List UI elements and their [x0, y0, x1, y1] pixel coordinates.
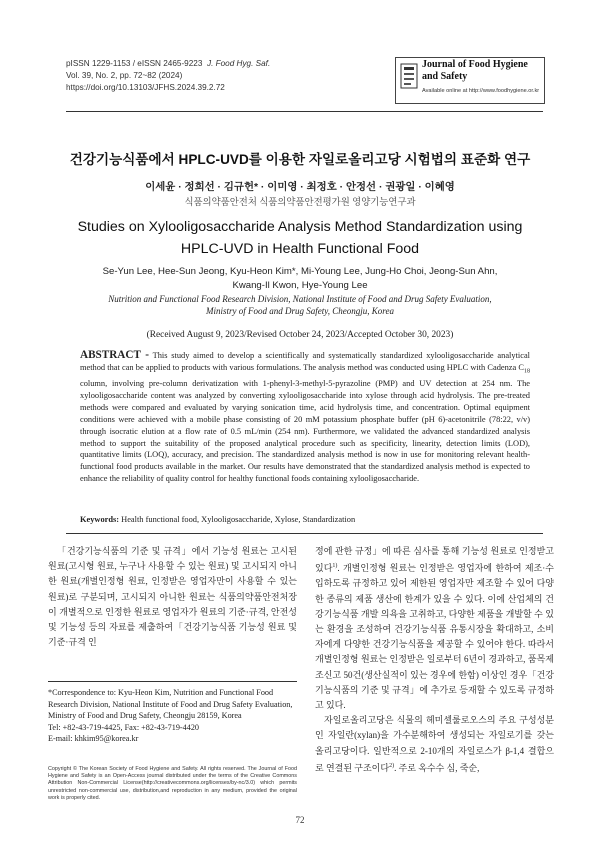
abstract: ABSTRACT - This study aimed to develop a scientifically and systematically standardized xylooligosaccharide analytical method that can be applied to products with various formulations. The analysis method was conducted using HPLC with Cadenza $C_{18}$ column, involving pre-column derivatization with 1-phenyl-3-methyl-5-pyrazoline (PMP) and UV detection at 254 nm. The xylooligosaccharide content was analyzed by converting xylooligosaccharide into xylose through acid hydrolysis. The pre-treated methods were compared and evaluated by varying sonication time, acid hydrolysis time, and concentration. Optimal equipment conditions were achieved with a mobile phase consisting of 20 mM potassium phosphate buffer (pH 6)-acetonitrile (78:22, v/v) through isocratic elution at a flow rate of 0.5 mL/min (254 nm). Furthermore, we validated the advanced standardized analysis method to support the suitability of the proposed analytical procedure such as specificity, linearity, detection limits (LOD), quantitative limits (LOQ), accuracy, and precision. The standardized analysis method is now in use for monitoring relevant health-functional food products available in the market. Our results have demonstrated that the standardized analysis method is expected to enhance the reliability of quality control for healthy functional foods containing xylooligosaccharide.	[80, 349, 530, 484]
available-online[interactable]: Available online at http://www.foodhygiene.or.kr	[422, 88, 540, 94]
page-number: 72	[295, 815, 305, 825]
keywords: Keywords: Health functional food, Xylooligosaccharide, Xylose, Standardization	[80, 515, 356, 524]
received-dates: (Received August 9, 2023/Revised October 24, 2023/Accepted October 30, 2023)	[146, 330, 454, 340]
journal-name: Journal of Food Hygiene and Safety	[422, 59, 528, 82]
correspondence: *Correspondence to: Kyu-Heon Kim, Nutrition and Functional Food Research Division, National Institute of Food and Drug Safety Evaluation, Ministry of Food and Drug Safety, Cheongju 28159, Korea Tel: +82-43-719-4425, Fax: +82-43-719-4420 E-mail: khkim95@korea.kr	[48, 687, 297, 745]
abstract-rule	[66, 533, 543, 534]
english-title: Studies on Xylooligosaccharide Analysis Method Standardization using HPLC-UVD in Health Functional Food	[77, 219, 523, 257]
header-rule	[66, 111, 543, 112]
journal-citation	[66, 58, 270, 94]
journal-logo-icon	[400, 63, 418, 89]
volume-info: Vol. 39, No. 2, pp. 72~82 (2024)	[66, 71, 183, 80]
korean-affiliation: 식품의약품안전처 식품의약품안전평가원 영양기능연구과	[184, 198, 416, 208]
issn: pISSN 1229-1153 / eISSN 2465-9223 J. Food Hyg. Saf.	[66, 59, 271, 68]
korean-title: 건강기능식품에서 HPLC-UVD를 이용한 자일로올리고당 시험법의 표준화 연구	[69, 152, 531, 167]
korean-authors: 이세윤 · 정희선 · 김규헌* · 이미영 · 최정호 · 안정선 · 권광일 · 이혜영	[145, 182, 455, 193]
english-authors: Se-Yun Lee, Hee-Sun Jeong, Kyu-Heon Kim*, Mi-Young Lee, Jung-Ho Choi, Jeong-Sun Ahn, Kwang-Il Kwon, Hye-Young Lee	[102, 266, 498, 291]
doi-link[interactable]: https://doi.org/10.13103/JFHS.2024.39.2.72	[66, 83, 225, 92]
abstract-label: ABSTRACT -	[80, 349, 149, 361]
copyright-notice: Copyright © The Korean Society of Food Hygiene and Safety. All rights reserved. The Journal of Food Hygiene and Safety is an Open-Access journal distributed under the terms of the Creative Commons Attribution Non-Commercial License(http://creativecommons.org/licenses/by-nc/3.0) which permits unrestricted non-commercial use, distribution,and reproduction in any medium, provided the original work is properly cited.	[48, 766, 297, 801]
body-paragraph: 「건강기능식품의 기준 및 규격」에서 기능성 원료는 고시된 원료(고시형 원료, 누구나 사용할 수 있는 원료) 및 고시되지 아니한 원료(개별인정형 원료, 인정받은 영업자만이 사용할 수 있는 원료)로 구분되며, 고시되지 아니한 원료는 식품의약품안전처장이 개별적으로 인정한 원료로 영업자가 원료의 기준·규격, 안전성 및 기능성 등의 자료를 제출하여「건강기능식품 기능성 원료 및 기준·규격 인	[48, 546, 297, 648]
body-paragraph: 정에 관한 규정」에 따른 심사를 통해 기능성 원료로 인정받고 있다$^{1)}$. 개별인정형 원료는 인정받은 영업자에 한하여 제조·수입하도록 규정하고 있어 제한된 영업자만 제조할 수 있어 다양한 종류의 제품 생산에 한계가 있을 수 있다. 이에 산업체의 건강기능식품 개발 의욕을 고취하고, 다양한 제품을 개발할 수 있는 환경을 조성하여 건강기능식품 유통시장을 확대하고, 소비자에게 다양한 건강기능식품을 제공할 수 있어야 한다. 따라서 개별인정형 원료는 인정받은 일로부터 6년이 경과하고, 품목제조신고 50건(생산실적이 있는 경우에 한함) 이상인 경우「건강기능식품의 기준 및 규격」에 추가로 등재할 수 있도록 규정하고 있다.	[315, 546, 554, 711]
body-paragraph: 자일로올리고당은 식물의 헤미셀룰로오스의 주요 구성성분인 자일란(xylan)을 가수분해하여 생성되는 자일로기를 갖는 올리고당이다. 일반적으로 2-10개의 자일로스가 β-1,4 결합으로 연결된 구조이다$^{2)}$. 주로 옥수수 심, 죽순,	[315, 715, 554, 773]
email[interactable]: E-mail: khkim95@korea.kr	[48, 734, 139, 744]
keywords-label: Keywords:	[80, 515, 120, 524]
body-right-column	[315, 544, 554, 776]
english-affiliation: Nutrition and Functional Food Research Division, National Institute of Food and Drug Safety Evaluation, Ministry of Food and Drug Safety, Cheongju, Korea	[108, 294, 492, 316]
body-left-column	[48, 544, 297, 650]
footnote-rule	[48, 681, 297, 682]
